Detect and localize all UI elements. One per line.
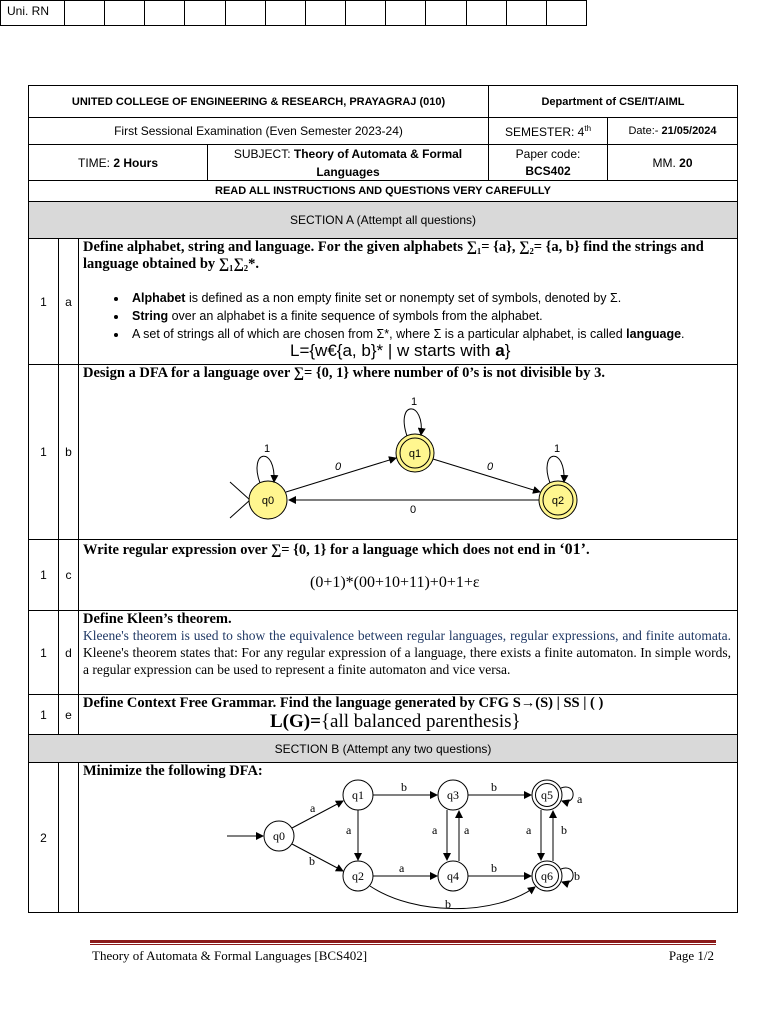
q1c-part: c	[58, 539, 79, 611]
state-q2-label: q2	[551, 495, 565, 507]
edge-q0-q1-label: 0	[334, 461, 342, 473]
loop-q0	[257, 456, 274, 483]
rn-digit-cell	[346, 1, 386, 25]
instructions: READ ALL INSTRUCTIONS AND QUESTIONS VERY CAREFULLY	[28, 180, 738, 202]
q2-question: Minimize the following DFA:	[83, 763, 263, 779]
state-q0-label: q0	[273, 829, 285, 843]
q1a-answer: L={w€{a, b}* | w starts with a}	[290, 341, 511, 360]
q1b-number: 1	[28, 364, 59, 540]
edge-q4-q3-label: a	[464, 823, 470, 837]
edge-q2-q6-label: b	[445, 897, 451, 911]
uni-rn-box	[0, 0, 587, 26]
dfa-mod3-diagram	[220, 390, 600, 530]
state-q6-label: q6	[541, 869, 553, 883]
bullet-alphabet: • Alphabet is defined as a non empty finite set or nonempty set of symbols, denoted by Σ.	[128, 289, 748, 307]
rn-digit-cell	[426, 1, 466, 25]
loop-q6-label: b	[574, 869, 580, 883]
section-b-heading: SECTION B (Attempt any two questions)	[28, 734, 738, 763]
semester: SEMESTER: 4th	[488, 117, 608, 145]
rn-digit-cell	[386, 1, 426, 25]
paper-code: Paper code: BCS402	[488, 144, 608, 181]
exam-date: Date:- 21/05/2024	[607, 117, 738, 145]
edge-q6-q5-label: b	[561, 823, 567, 837]
state-q2-label: q2	[352, 869, 364, 883]
edge-q3-q4-label: a	[432, 823, 438, 837]
loop-q0-label: 1	[263, 443, 271, 455]
edge-q0-q2-label: b	[309, 854, 315, 868]
q1a-part: a	[58, 238, 79, 365]
state-q1-label: q1	[352, 788, 364, 802]
q1d-answer: Kleene's theorem is used to show the equivalence between regular languages, regular expressions, and finite automata. Kleene's theorem states that: For any regular expression of a language, there exists a finite automaton. In simple words, a regular expression can be used to represent a finite automaton and vice versa.	[83, 628, 731, 677]
rn-digit-cell	[467, 1, 507, 25]
edge-q1-q2-label: 0	[486, 461, 494, 473]
loop-q1-label: 1	[410, 396, 418, 408]
loop-q2-label: 1	[553, 443, 561, 455]
page-number: Page 1/2	[668, 948, 714, 963]
edge-q0-q1-label: a	[310, 801, 316, 815]
q1b-question: Design a DFA for a language over ∑= {0, 1} where number of 0’s is not divisible by 3.	[83, 365, 605, 381]
edge-q0-q1	[292, 801, 343, 828]
state-q3-label: q3	[447, 788, 459, 802]
section-a-heading: SECTION A (Attempt all questions)	[28, 201, 738, 239]
q1d-part: d	[58, 610, 79, 695]
rn-digit-cell	[226, 1, 266, 25]
edge-q4-q6-label: b	[491, 861, 497, 875]
loop-q2	[547, 456, 564, 483]
q1e-part: e	[58, 694, 79, 735]
uni-rn-label: Uni. RN	[1, 1, 65, 25]
loop-q1	[404, 409, 421, 436]
q1e-question: Define Context Free Grammar. Find the language generated by CFG S→(S) | SS | ( )	[83, 695, 604, 711]
bullet-string: • String over an alphabet is a finite sequence of symbols from the alphabet.	[128, 307, 748, 325]
rn-digit-cell	[547, 1, 586, 25]
footer-rule-thin	[90, 944, 716, 945]
q1d-number: 1	[28, 610, 59, 695]
department: Department of CSE/IT/AIML	[488, 85, 738, 118]
state-q0-label: q0	[261, 495, 275, 507]
edge-q1-q2-label: a	[346, 823, 352, 837]
edge-q0-q2	[292, 844, 343, 871]
rn-digit-cell	[185, 1, 225, 25]
q1e-answer: L(G)={all balanced parenthesis}	[270, 711, 521, 732]
bullet-language: • A set of strings all of which are chosen from Σ*, where Σ is a particular alphabet, is called language.	[128, 325, 748, 343]
exam-title: First Sessional Examination (Even Semester 2023-24)	[28, 117, 489, 145]
rn-digit-cell	[306, 1, 346, 25]
exam-time: TIME: 2 Hours	[28, 144, 208, 181]
q1c-answer: (0+1)*(00+10+11)+0+1+ε	[310, 574, 480, 591]
edge-q2-q0-label: 0	[409, 504, 417, 516]
rn-digit-cell	[507, 1, 547, 25]
rn-digit-cell	[266, 1, 306, 25]
rn-digit-cell	[65, 1, 105, 25]
edge-q3-q5-label: b	[491, 780, 497, 794]
q1c-number: 1	[28, 539, 59, 611]
state-q4-label: q4	[447, 869, 459, 883]
edge-q1-q3-label: b	[401, 780, 407, 794]
max-marks: MM. 20	[607, 144, 738, 181]
rn-digit-cell	[105, 1, 145, 25]
q1a-number: 1	[28, 238, 59, 365]
q1c-question: Write regular expression over ∑= {0, 1} for a language which does not end in ‘01’.	[83, 541, 590, 558]
footer-rule	[90, 940, 716, 943]
state-q1-label: q1	[408, 448, 422, 460]
q1a-question: Define alphabet, string and language. For the given alphabets ∑₁= {a}, ∑₂= {a, b} find the strings and language obtained by ∑₁∑₂*.	[83, 239, 704, 272]
state-q5-label: q5	[541, 788, 553, 802]
loop-q5-label: a	[577, 792, 583, 806]
q2-number: 2	[28, 762, 59, 913]
footer-course: Theory of Automata & Formal Languages [BCS402]	[92, 948, 368, 963]
edge-q5-q6-label: a	[526, 823, 532, 837]
q1b-part: b	[58, 364, 79, 540]
edge-q2-q4-label: a	[399, 861, 405, 875]
start-arrow	[230, 482, 250, 518]
dfa-minimize-diagram	[225, 776, 595, 912]
q1a-answer-bullets	[110, 289, 748, 343]
loop-q5	[561, 787, 573, 802]
rn-digit-cell	[145, 1, 185, 25]
loop-q6	[561, 868, 573, 883]
q2-part	[58, 762, 79, 913]
q1d-question: Define Kleen’s theorem.	[83, 611, 232, 627]
subject: SUBJECT: Theory of Automata & Formal Languages	[207, 144, 489, 181]
college-name: UNITED COLLEGE OF ENGINEERING & RESEARCH, PRAYAGRAJ (010)	[28, 85, 489, 118]
q1e-number: 1	[28, 694, 59, 735]
